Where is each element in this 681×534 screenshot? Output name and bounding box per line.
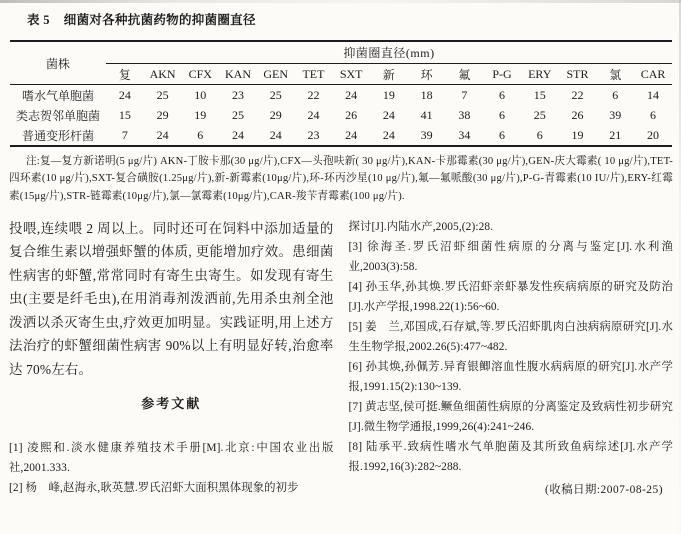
table-cell: 7 (121, 127, 128, 142)
table-cell: 24 (382, 107, 395, 122)
column-group-header: 抑菌圈直径(mm) (106, 41, 672, 64)
column-header: P-G (483, 64, 521, 85)
table-caption-label: 表 5 (27, 13, 50, 27)
table-cell: 6 (612, 87, 619, 102)
table-cell: 24 (118, 87, 131, 102)
table-cell: 24 (156, 127, 169, 142)
table-cell: 38 (458, 107, 471, 122)
column-header: GEN (257, 64, 295, 85)
table-cell: 7 (461, 87, 468, 102)
strain-name: 普通变形杆菌 (21, 128, 94, 143)
strain-name: 类志贺邻单胞菌 (15, 108, 100, 123)
table-cell: 24 (307, 107, 320, 122)
table-cell: 21 (609, 127, 622, 142)
table-caption-title: 细菌对各种抗菌药物的抑菌圈直径 (63, 13, 256, 27)
reference-item-2: [2] 杨 峰,赵海永,耿英慧.罗氏沼虾大面积黑体现象的初步 (9, 482, 299, 495)
table-cell: 26 (571, 107, 584, 122)
table-cell: 6 (499, 127, 506, 142)
table-cell: 22 (307, 87, 320, 102)
table-cell: 39 (609, 107, 622, 122)
table-cell: 10 (194, 87, 207, 102)
table-cell: 25 (156, 87, 169, 102)
table-cell: 6 (499, 87, 506, 102)
table-cell: 19 (194, 107, 207, 122)
table-cell: 15 (533, 87, 546, 102)
scan-edge-top (0, 0, 681, 3)
reference-item-8: [8] 陆承平.致病性嗜水气单胞菌及其所致鱼病综述[J].水产学报.1992,16(3):282~288. (348, 440, 673, 473)
column-header: 新 (370, 64, 408, 85)
table-cell: 24 (345, 87, 358, 102)
column-header: ERY (521, 64, 559, 85)
reference-item-7: [7] 黄志坚,侯可挺.鳜鱼细菌性病原的分离鉴定及致病性初步研究[J].微生物学通报,1999,26(4):241~246. (348, 400, 673, 433)
table-cell: 6 (197, 127, 204, 142)
table-cell: 22 (571, 87, 584, 102)
column-header: 氟 (445, 64, 483, 85)
references-heading: 参考文献 (141, 396, 202, 412)
table-cell: 29 (156, 107, 169, 122)
column-header: AKN (144, 64, 182, 85)
reference-item-1: [1] 凌熙和.淡水健康养殖技术手册[M].北京:中国农业出版社,2001.333. (9, 442, 334, 475)
table-cell: 6 (499, 107, 506, 122)
reference-item-5: [5] 姜 兰,邓国成,石存斌,等.罗氏沼虾肌肉白浊病病原研究[J].水生生物学报,2002.26(5):477~482. (348, 320, 673, 353)
two-column-body (0, 217, 681, 499)
table-cell: 41 (420, 107, 433, 122)
reference-item-2-continued: 探讨[J].内陆水产,2005,(2):28. (348, 220, 494, 233)
reference-item-3: [3] 徐海圣.罗氏沼虾细菌性病原的分离与鉴定[J].水利渔业,2003(3):58. (348, 240, 673, 273)
table-cell: 26 (345, 107, 358, 122)
column-header: TET (295, 64, 333, 85)
column-header: 环 (408, 64, 446, 85)
left-column (9, 217, 334, 499)
column-header: CAR (634, 64, 672, 85)
column-header: 氯 (596, 64, 634, 85)
table-cell: 24 (382, 127, 395, 142)
table-cell: 14 (647, 87, 660, 102)
table-row (10, 125, 672, 146)
table-cell: 24 (269, 127, 282, 142)
table-cell: 25 (232, 107, 245, 122)
table-row (10, 85, 672, 106)
column-header: SXT (332, 64, 370, 85)
table-cell: 34 (458, 127, 471, 142)
received-date: (收稿日期:2007-08-25) (545, 483, 663, 496)
right-column (349, 217, 674, 499)
table-cell: 18 (420, 87, 433, 102)
table-cell: 24 (345, 127, 358, 142)
table-cell: 24 (232, 127, 245, 142)
table-cell: 6 (536, 127, 543, 142)
body-paragraph: 投喂,连续喂 2 周以上。同时还可在饲料中添加适量的复合维生素以增强虾蟹的体质, 更能增加疗效。患细菌性病害的虾蟹,常常同时有寄生虫寄生。如发现有寄生虫(主要是纤毛虫),在用消毒剂泼洒前,先用杀虫剂全池泼洒以杀灭寄生虫,疗效更加明显。实践证明,用上述方法治疗的虾蟹细菌性病害 90%以上有明显好转,治愈率达 70%左右。 (9, 220, 334, 377)
table-cell: 6 (650, 107, 657, 122)
reference-item-4: [4] 孙玉华,孙其焕.罗氏沼虾亲虾暴发性疾病病原的研究及防治[J].水产学报,1998.22(1):56~60. (348, 280, 673, 313)
table-body (10, 85, 672, 147)
table-cell: 29 (269, 107, 282, 122)
table-footnote: 注:复—复方新诺明(5 μg/片) AKN-丁胺卡那(30 μg/片),CFX—头孢呋新( 30 μg/片),KAN-卡那霉素(30 μg/片),GEN-庆大霉素( 10 μg/片),TET-四环素(10 μg/片),SXT-复合磺胺(1.25μg/片),新-新霉素(10μg/片),环-环丙沙星(10 μg/片),氟—氟哌酸(30 μg/片),P-G-青霉素(10 IU/片),ERY-红霉素(15μg/片),STR-链霉素(10μg/片),氯—氯霉素(10μg/片),CAR-羧苄青霉素(100 μg/片). (9, 156, 673, 202)
reference-item-6: [6] 孙其焕,孙佩芳.异育银鲫溶血性腹水病病原的研究[J].水产学报,1991.15(2):130~139. (348, 360, 673, 393)
column-header-strain: 菌株 (10, 41, 106, 85)
table-header (10, 41, 672, 85)
table-cell: 20 (647, 127, 660, 142)
table-cell: 23 (232, 87, 245, 102)
table-caption (0, 0, 681, 30)
table-row (10, 105, 672, 125)
inhibition-zone-table (10, 40, 672, 147)
column-header: 复 (106, 64, 144, 85)
table-cell: 39 (420, 127, 433, 142)
table-cell: 19 (382, 87, 395, 102)
table-cell: 15 (118, 107, 131, 122)
table-cell: 25 (269, 87, 282, 102)
table-cell: 19 (571, 127, 584, 142)
column-header: CFX (181, 64, 219, 85)
table-cell: 25 (533, 107, 546, 122)
strain-name: 嗜水气单胞菌 (21, 88, 94, 103)
column-header: STR (559, 64, 597, 85)
column-header: KAN (219, 64, 257, 85)
table-cell: 23 (307, 127, 320, 142)
